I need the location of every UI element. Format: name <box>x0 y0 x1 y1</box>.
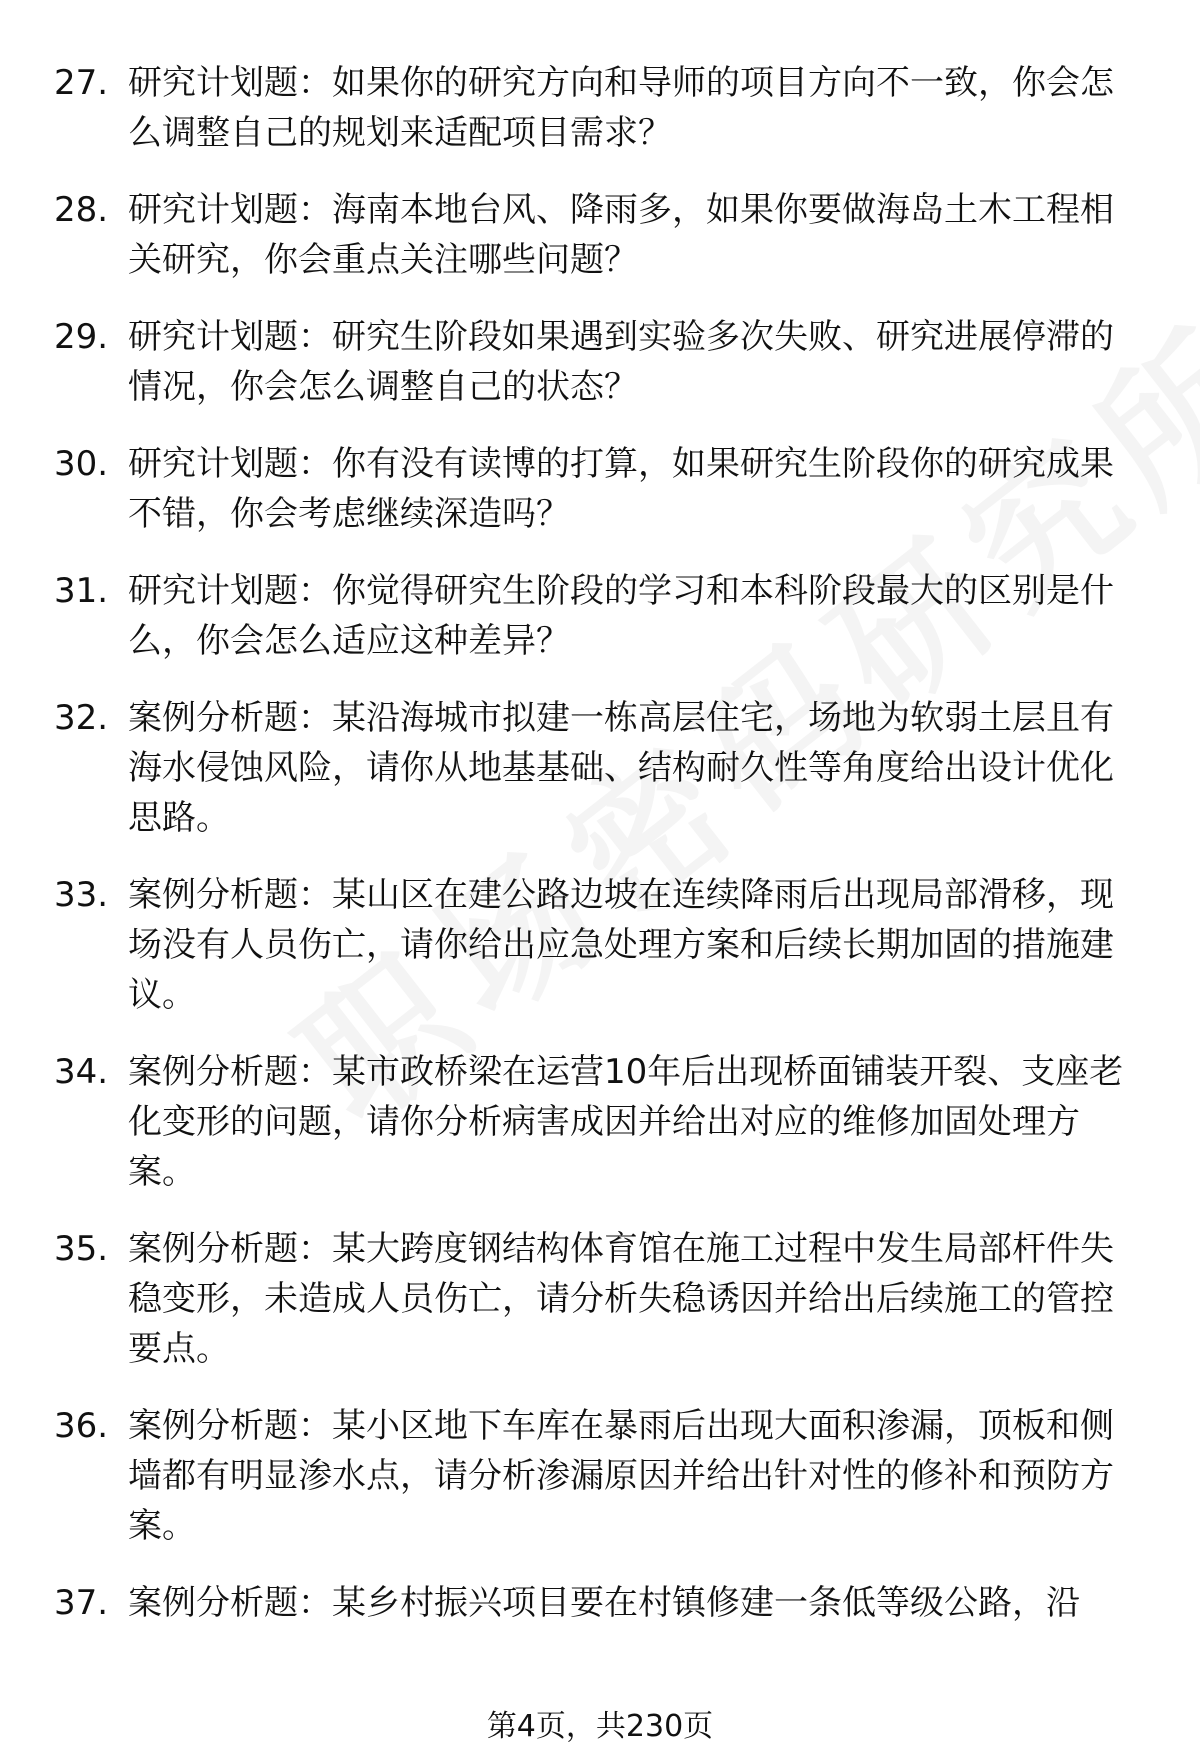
question-number: 32. <box>54 698 109 738</box>
question-text: 研究计划题：研究生阶段如果遇到实验多次失败、研究进展停滞的情况，你会怎么调整自己的状态？ <box>128 317 1114 407</box>
question-text: 研究计划题：海南本地台风、降雨多，如果你要做海岛土木工程相关研究，你会重点关注哪些问题？ <box>128 190 1114 280</box>
question-number: 27. <box>54 63 109 103</box>
question-item <box>0 693 1200 843</box>
question-text: 研究计划题：你觉得研究生阶段的学习和本科阶段最大的区别是什么，你会怎么适应这种差异？ <box>128 571 1114 661</box>
question-number: 30. <box>54 444 109 484</box>
question-number: 31. <box>54 571 109 611</box>
question-text: 案例分析题：某山区在建公路边坡在连续降雨后出现局部滑移，现场没有人员伤亡，请你给出应急处理方案和后续长期加固的措施建议。 <box>128 875 1114 1015</box>
question-text: 研究计划题：如果你的研究方向和导师的项目方向不一致，你会怎么调整自己的规划来适配项目需求？ <box>128 63 1114 153</box>
question-text: 研究计划题：你有没有读博的打算，如果研究生阶段你的研究成果不错，你会考虑继续深造吗？ <box>128 444 1114 534</box>
question-number: 36. <box>54 1406 109 1446</box>
question-item <box>0 439 1200 539</box>
question-item <box>0 1578 1200 1628</box>
question-text: 案例分析题：某市政桥梁在运营10年后出现桥面铺装开裂、支座老化变形的问题，请你分析病害成因并给出对应的维修加固处理方案。 <box>128 1052 1124 1192</box>
page-footer: 第4页，共230页 <box>486 1709 714 1744</box>
question-list <box>0 58 1200 1655</box>
question-text: 案例分析题：某沿海城市拟建一栋高层住宅，场地为软弱土层且有海水侵蚀风险，请你从地基基础、结构耐久性等角度给出设计优化思路。 <box>128 698 1114 838</box>
question-number: 34. <box>54 1052 109 1092</box>
question-number: 29. <box>54 317 109 357</box>
question-item <box>0 58 1200 158</box>
question-number: 37. <box>54 1583 109 1623</box>
question-number: 28. <box>54 190 109 230</box>
question-number: 35. <box>54 1229 109 1269</box>
question-item <box>0 1224 1200 1374</box>
question-item <box>0 1401 1200 1551</box>
question-item <box>0 185 1200 285</box>
question-item <box>0 312 1200 412</box>
question-text: 案例分析题：某小区地下车库在暴雨后出现大面积渗漏，顶板和侧墙都有明显渗水点，请分析渗漏原因并给出针对性的修补和预防方案。 <box>128 1406 1114 1546</box>
question-text: 案例分析题：某乡村振兴项目要在村镇修建一条低等级公路，沿 <box>128 1583 1080 1623</box>
question-item <box>0 566 1200 666</box>
question-text: 案例分析题：某大跨度钢结构体育馆在施工过程中发生局部杆件失稳变形，未造成人员伤亡，请分析失稳诱因并给出后续施工的管控要点。 <box>128 1229 1114 1369</box>
question-number: 33. <box>54 875 109 915</box>
question-item <box>0 1047 1200 1197</box>
question-item <box>0 870 1200 1020</box>
